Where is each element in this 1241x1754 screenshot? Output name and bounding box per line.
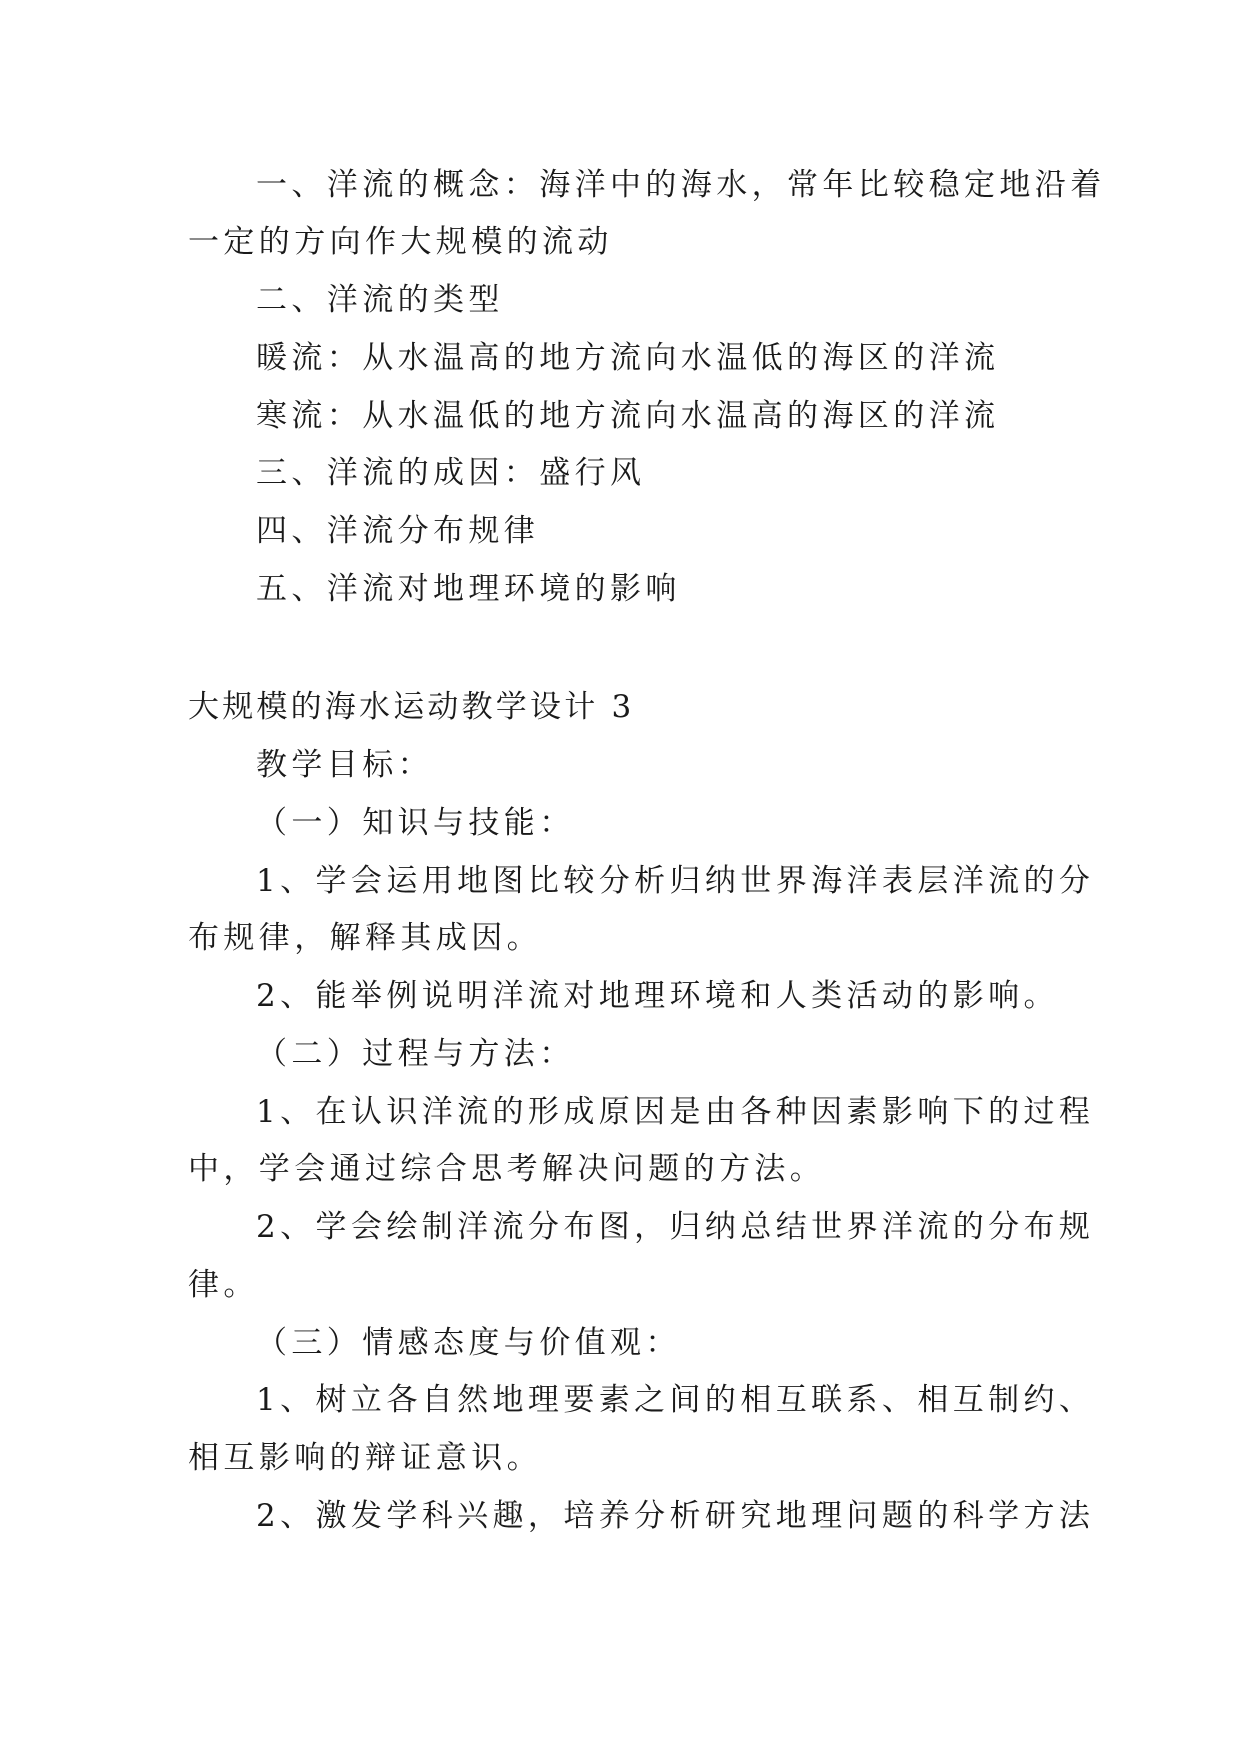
method-item-1-line-2: 中，学会通过综合思考解决问题的方法。 (188, 1151, 826, 1187)
method-item-2-line-2: 律。 (188, 1267, 259, 1303)
goals-heading: 教学目标： (256, 747, 433, 783)
cold-current-line: 寒流：从水温低的地方流向水温高的海区的洋流 (256, 398, 1000, 434)
knowledge-item-1-line-1: 1、学会运用地图比较分析归纳世界海洋表层洋流的分 (256, 863, 1095, 899)
cause-line: 三、洋流的成因：盛行风 (256, 455, 646, 491)
values-heading: （三）情感态度与价值观： (256, 1325, 681, 1361)
values-item-1-line-1: 1、树立各自然地理要素之间的相互联系、相互制约、 (256, 1382, 1095, 1418)
warm-current-line: 暖流：从水温高的地方流向水温低的海区的洋流 (256, 340, 1000, 376)
distribution-line: 四、洋流分布规律 (256, 513, 540, 549)
method-item-2-line-1: 2、学会绘制洋流分布图，归纳总结世界洋流的分布规 (256, 1209, 1095, 1245)
types-heading: 二、洋流的类型 (256, 282, 504, 318)
values-item-1-line-2: 相互影响的辩证意识。 (188, 1440, 542, 1476)
knowledge-heading: （一）知识与技能： (256, 805, 575, 841)
concept-line-2: 一定的方向作大规模的流动 (188, 224, 613, 260)
method-item-1-line-1: 1、在认识洋流的形成原因是由各种因素影响下的过程 (256, 1094, 1095, 1130)
values-item-2: 2、激发学科兴趣，培养分析研究地理问题的科学方法 (256, 1498, 1095, 1534)
influence-line: 五、洋流对地理环境的影响 (256, 571, 681, 607)
knowledge-item-1-line-2: 布规律，解释其成因。 (188, 920, 542, 956)
knowledge-item-2: 2、能举例说明洋流对地理环境和人类活动的影响。 (256, 978, 1059, 1014)
concept-line-1: 一、洋流的概念：海洋中的海水，常年比较稳定地沿着 (256, 167, 1106, 203)
section-title: 大规模的海水运动教学设计 3 (188, 689, 635, 725)
method-heading: （二）过程与方法： (256, 1036, 575, 1072)
